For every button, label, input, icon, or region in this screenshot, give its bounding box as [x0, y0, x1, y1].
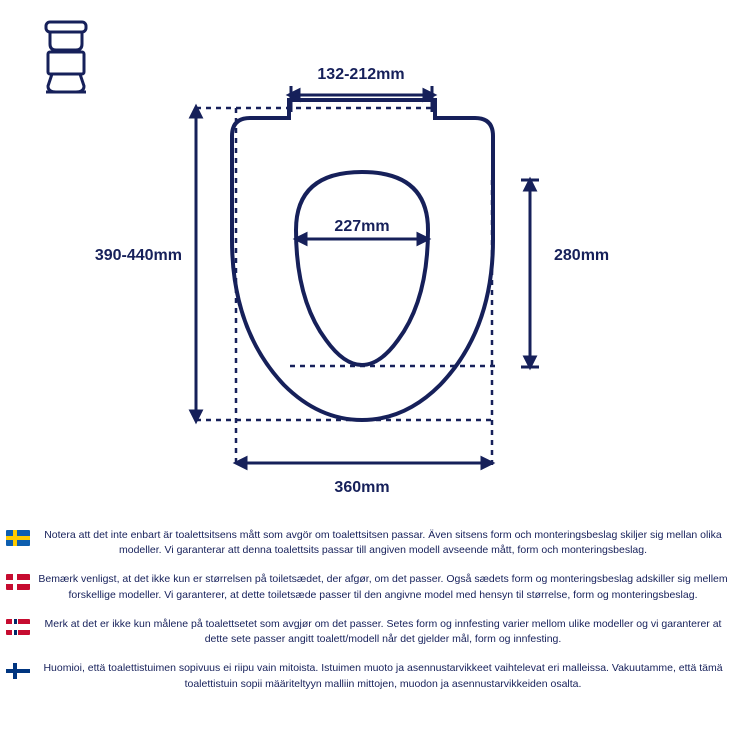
note-text-se: Notera att det inte enbart är toalettsitsens mått som avgör om toalettsitsen passar. Även sitsens form och monteringsbeslag skiljer sig mellan olika modeller. Vi garanterar att denna toalettsits passar till angiven modell avseende mått, form och monteringsbeslag. [44, 529, 722, 557]
dimension-height-total [191, 107, 201, 421]
note-text-dk: Bemærk venligst, at det ikke kun er størrelsen på toiletsædet, der afgør, om det passer. Også sædets form og monteringsbeslag adskiller sig mellem forskellige modeller. Vi garanterer, at dette toiletsæde passer til den angivne model med hensyn til størrelse, form og monteringsbeslag. [38, 573, 728, 601]
note-item-dk [0, 572, 750, 602]
dimension-label-overall-width: 360mm [334, 479, 390, 496]
dimension-inner-width [296, 234, 428, 244]
denmark-flag [6, 574, 30, 590]
note-item-no [0, 617, 750, 647]
seat-outline [232, 100, 493, 420]
seat-inner-opening [296, 172, 428, 365]
dimension-label-inner-height: 280mm [554, 247, 610, 264]
dimension-overall-width [236, 458, 492, 468]
dimension-label-height-total: 390-440mm [94, 247, 182, 264]
finland-flag [6, 663, 30, 679]
dimension-label-inner-width: 227mm [334, 218, 390, 235]
dimension-inner-height [521, 180, 539, 367]
note-text-no: Merk at det er ikke kun målene på toalettsetet som avgjør om det passer. Setes form og innfesting varier mellom ulike modeller og vi garanterer at dette sete passer angitt toalett/modell når det gjelder mål, form og innfesting. [44, 617, 722, 646]
dimension-label-width-top: 132-212mm [317, 66, 405, 83]
sweden-flag [6, 530, 30, 546]
norway-flag [6, 619, 30, 635]
toilet-icon [46, 22, 86, 92]
note-item-fi [0, 661, 750, 691]
guide-lines [196, 108, 495, 468]
language-notes [0, 528, 750, 750]
note-text-fi: Huomioi, että toalettistuimen sopivuus ei riipu vain mitoista. Istuimen muoto ja asennustarvikkeet vaihtelevat eri malleissa. Vakuutamme, että tämä toalettistuin sopii määriteltyyn malliin mittojen, muodon ja asennustarvikkeiden osalta. [43, 662, 723, 690]
note-item-se [0, 528, 750, 558]
